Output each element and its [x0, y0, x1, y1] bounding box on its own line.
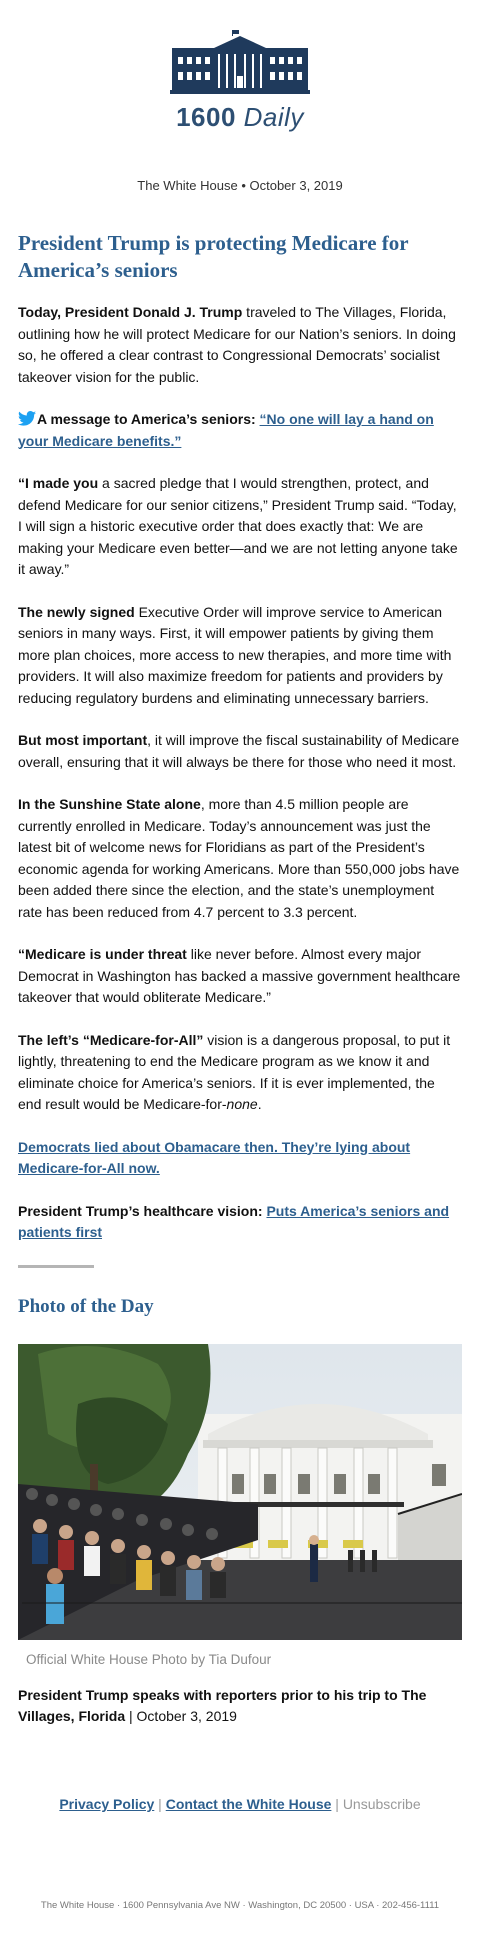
- healthcare-vision-link[interactable]: Puts America’s seniors and patients first: [18, 1202, 450, 1240]
- paragraph-florida-bold: In the Sunshine State alone: [18, 796, 201, 812]
- paragraph-medicare-for-all: [18, 1030, 462, 1116]
- section-divider: [18, 1265, 94, 1268]
- contact-white-house-link[interactable]: Contact the White House: [165, 1796, 332, 1812]
- unsubscribe-link[interactable]: Unsubscribe: [342, 1796, 421, 1812]
- paragraph-pledge-bold: “I made you: [18, 475, 99, 491]
- paragraph-medicare-for-all-italic: none: [226, 1096, 258, 1112]
- paragraph-sustainability-text: , it will improve the fiscal sustainability of Medicare overall, ensuring that it will always be there for those who need it most.: [18, 732, 460, 770]
- logo-number: 1600: [176, 102, 236, 132]
- photo-of-the-day[interactable]: [18, 1344, 462, 1640]
- photo-caption: [18, 1685, 462, 1728]
- paragraph-intro-bold: Today, President Donald J. Trump: [18, 304, 243, 320]
- paragraph-threat-text: like never before. Almost every major Democrat in Washington has backed a massive government healthcare takeover that would obliterate Medicare.”: [18, 946, 461, 1005]
- paragraph-intro-text: traveled to The Villages, Florida, outlining how he will protect Medicare for our Nation’s seniors. In doing so, he offered a clear contrast to Congressional Democrats’ socialist takeover vision for the public.: [18, 304, 456, 385]
- paragraph-sustainability: [18, 730, 462, 773]
- paragraph-healthcare-vision: [18, 1201, 462, 1244]
- medicare-benefits-link[interactable]: “No one will lay a hand on your Medicare benefits.”: [18, 411, 434, 449]
- paragraph-pledge-text: a sacred pledge that I would strengthen, protect, and defend Medicare for our senior citizens,” President Trump said. “Today, I will sign a historic executive order that does exactly that: We are making your Medicare even better—and we are not letting anyone take it away.”: [18, 475, 458, 577]
- paragraph-medicare-for-all-end: .: [257, 1096, 262, 1112]
- paragraph-threat: [18, 944, 462, 1009]
- photo-image: [18, 1344, 462, 1640]
- paragraph-message: [18, 409, 462, 452]
- logo-word: Daily: [243, 102, 304, 132]
- paragraph-medicare-for-all-bold: The left’s “Medicare-for-All”: [18, 1031, 204, 1048]
- paragraph-healthcare-vision-bold: President Trump’s healthcare vision:: [18, 1202, 263, 1219]
- footer-separator: |: [154, 1796, 166, 1812]
- paragraph-sustainability-bold: But most important: [18, 732, 148, 748]
- photo-caption-bold: President Trump speaks with reporters prior to his trip to The Villages, Florida: [18, 1686, 427, 1724]
- paragraph-threat-bold: “Medicare is under threat: [18, 946, 187, 962]
- dateline: The White House • October 3, 2019: [137, 178, 343, 193]
- photo-section-title: Photo of the Day: [18, 1295, 154, 1317]
- white-house-icon: [170, 30, 310, 98]
- paragraph-florida-text: , more than 4.5 million people are currently enrolled in Medicare. Today’s announcement was just the latest bit of welcome news for Floridians as part of the President’s economic agenda for working Americans. More than 550,000 jobs have been added there since the election, and the state’s unemployment rate has been reduced from 4.7 percent to 3.3 percent.: [18, 796, 460, 920]
- obamacare-link[interactable]: Democrats lied about Obamacare then. They’re lying about Medicare-for-All now.: [18, 1138, 411, 1176]
- footer-address: The White House · 1600 Pennsylvania Ave NW · Washington, DC 20500 · USA · 202-456-1111: [40, 1900, 440, 1911]
- logo[interactable]: [0, 30, 480, 140]
- footer-links: [0, 1796, 480, 1812]
- paragraph-pledge: [18, 473, 462, 581]
- logo-wordmark: [0, 102, 480, 133]
- paragraph-message-bold: A message to America’s seniors:: [37, 411, 256, 427]
- email-content: [18, 230, 462, 1728]
- paragraph-executive-order: [18, 602, 462, 710]
- paragraph-florida: [18, 794, 462, 923]
- paragraph-executive-order-text: Executive Order will improve service to American seniors in many ways. First, it will empower patients by giving them more plan choices, more access to new therapies, and more time with providers. It will also maximize freedom for patients and providers by reducing regulatory burdens and eliminating unnecessary barriers.: [18, 603, 452, 706]
- photo-credit: Official White House Photo by Tia Dufour: [26, 1651, 272, 1667]
- privacy-policy-link[interactable]: Privacy Policy: [59, 1796, 155, 1812]
- paragraph-intro: [18, 302, 462, 388]
- article-title: President Trump is protecting Medicare for America’s seniors: [18, 231, 409, 282]
- footer-separator: |: [331, 1796, 343, 1812]
- photo-caption-date: | October 3, 2019: [125, 1708, 237, 1724]
- paragraph-executive-order-bold: The newly signed: [18, 603, 135, 620]
- paragraph-medicare-for-all-text: vision is a dangerous proposal, to put it lightly, threatening to end the Medicare program as we know it and eliminate choice for America’s seniors. If it is ever implemented, the end result would be Medicare-for-: [18, 1031, 451, 1112]
- paragraph-obamacare: [18, 1137, 462, 1180]
- twitter-bird-icon: [18, 411, 36, 426]
